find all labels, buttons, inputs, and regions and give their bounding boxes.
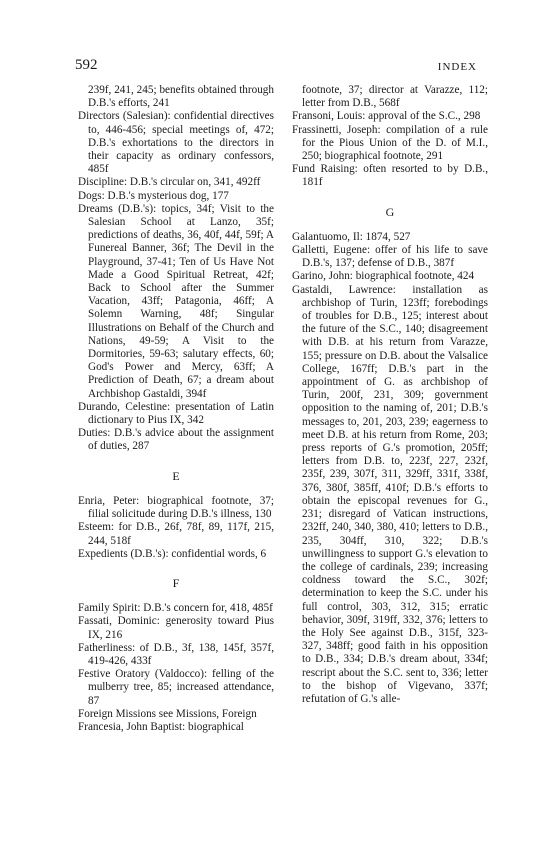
index-entry: Fassati, Dominic: generosity toward Pius IX, 216 <box>78 615 274 641</box>
right-column <box>292 84 488 706</box>
index-entry: Expedients (D.B.'s): confidential words, 6 <box>78 547 267 560</box>
running-head: INDEX <box>437 61 477 73</box>
page-number: 592 <box>75 57 98 73</box>
index-entry: Francesia, John Baptist: biographical <box>78 720 244 733</box>
index-entry: Garino, John: biographical footnote, 424 <box>292 270 475 283</box>
index-entry: Galletti, Eugene: offer of his life to save D.B.'s, 137; defense of D.B., 387f <box>292 244 488 270</box>
index-entry: Gastaldi, Lawrence: installation as archbishop of Turin, 123ff; forebodings of troubles for D.B., 125; interest about the future of the S.C., 140; disagreement with D.B. at his return from Varazze, 155; pressure on D.B. about the Valsalice College, 167ff; D.B.'s part in the appointment of G. as archbishop of Turin, 200f, 231, 309; government opposition to the naming of, 201; D.B.'s messages to, 201, 203, 239; eagerness to meet D.B. at his return from Rome, 203; press reports of G.'s promotion, 205ff; letters from D.B. to, 223f, 227, 232f, 235f, 239, 307f, 311, 329ff, 331f, 338f, 376, 380f, 385ff, 410f; D.B.'s efforts to obtain the episcopal revenues for G., 231; disregard of Vatican instructions, 232ff, 240, 340, 380, 410; letters to D.B., 235, 304ff, 310, 322; D.B.'s unwillingness to support G.'s elevation to the college of cardinals, 239; increasing coldness toward the S.C., 302f; determination to keep the S.C. under his full control, 303, 312, 315; erratic behavior, 309f, 319ff, 332, 376; letters to the Holy See against D.B., 315f, 323-327, 348ff; good faith in his opposition to D.B., 334; D.B.'s dream about, 334f; rescript about the S.C. sent to, 336; letter to the bishop of Vigevano, 337f; refutation of G.'s alle- <box>292 283 488 705</box>
index-entry: Foreign Missions see Missions, Foreign <box>78 707 257 720</box>
index-entry: Dogs: D.B.'s mysterious dog, 177 <box>78 189 229 202</box>
index-entry: Festive Oratory (Valdocco): felling of the mulberry tree, 85; increased attendance, 87 <box>78 668 274 707</box>
index-entry: Enria, Peter: biographical footnote, 37; filial solicitude during D.B.'s illness, 130 <box>78 494 274 521</box>
index-entry: Discipline: D.B.'s circular on, 341, 492ff <box>78 176 261 189</box>
index-entry: Esteem: for D.B., 26f, 78f, 89, 117f, 215, 244, 518f <box>78 521 274 547</box>
section-letter: G <box>385 204 395 219</box>
index-entry: Duties: D.B.'s advice about the assignment of duties, 287 <box>78 427 274 453</box>
index-entry-continuation: footnote, 37; director at Varazze, 112; letter from D.B., 568f <box>302 84 488 110</box>
index-entry: Dreams (D.B.'s): topics, 34f; Visit to the Salesian School at Lanzo, 35f; predictions of deaths, 36, 40f, 44f, 59f; A Funereal Banner, 36f; The Devil in the Playground, 37-41; Ten of Us Have Not Made a Good Spiritual Retreat, 42f; Back to School after the Summer Vacation, 43ff; Patagonia, 46ff; A Solemn Warning, 48f; Singular Illustrations on Behalf of the Church and Nations, 49-59; A Visit to the Dormitories, 59-63; salutary effects, 60; God's Power and Mercy, 63ff; A Prediction of Death, 67; a dream about Archbishop Gastaldi, 394f <box>78 202 274 400</box>
index-entry: Fatherliness: of D.B., 3f, 138, 145f, 357f, 419-426, 433f <box>78 641 274 667</box>
index-entry: Family Spirit: D.B.'s concern for, 418, 485f <box>78 602 273 615</box>
index-entry: Directors (Salesian): confidential directives to, 446-456; special meetings of, 472; D.B.'s exhortations to the directors in their capacity as ordinary confessors, 485f <box>78 110 274 176</box>
index-entry: Durando, Celestine: presentation of Latin dictionary to Pius IX, 342 <box>78 400 274 427</box>
index-entry: Fransoni, Louis: approval of the S.C., 298 <box>292 110 481 123</box>
index-entry: Fund Raising: often resorted to by D.B., 181f <box>292 163 488 189</box>
index-entry: Frassinetti, Joseph: compilation of a rule for the Pious Union of the D. of M.I., 250; biographical footnote, 291 <box>292 123 488 163</box>
index-entry-continuation: 239f, 241, 245; benefits obtained through D.B.'s efforts, 241 <box>88 84 274 110</box>
section-letter: E <box>172 468 180 483</box>
left-column <box>78 84 274 734</box>
index-entry: Galantuomo, Il: 1874, 527 <box>292 230 411 243</box>
section-letter: F <box>172 575 180 590</box>
